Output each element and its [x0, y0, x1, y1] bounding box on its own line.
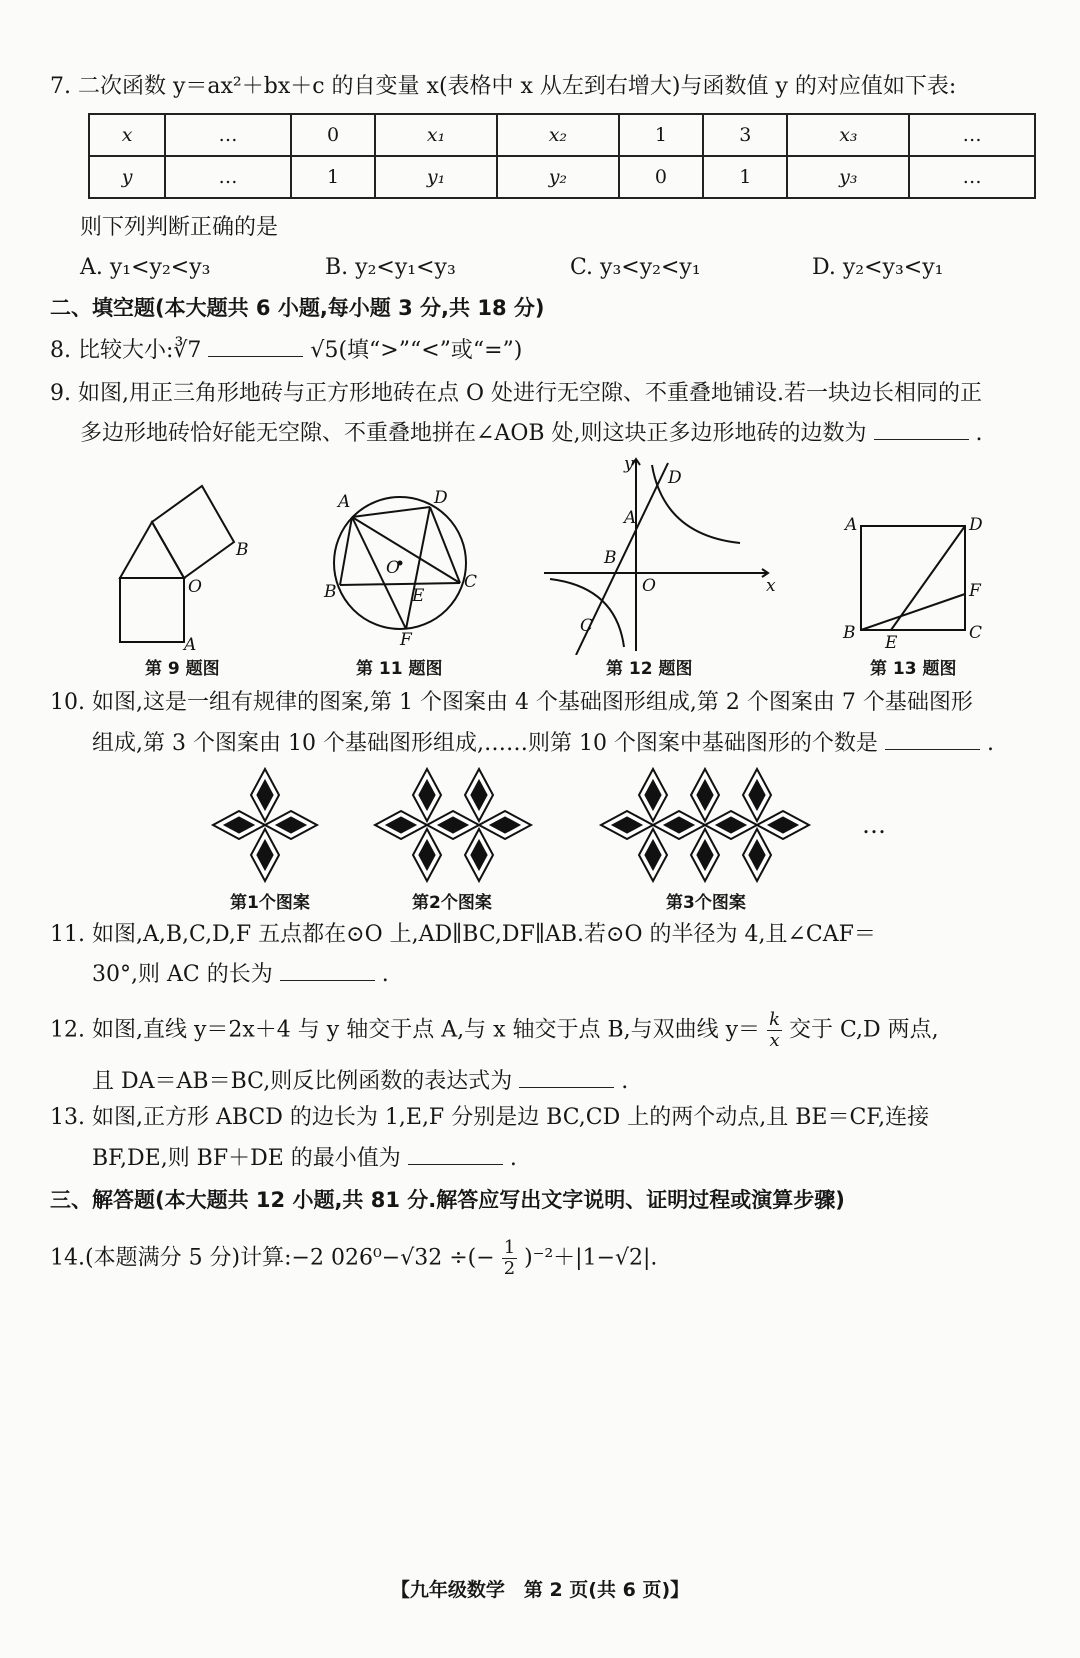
- fig9-triangle: [120, 522, 184, 578]
- table-cell: 1: [703, 156, 787, 198]
- table-cell: 0: [291, 114, 375, 156]
- label-a: A: [338, 492, 351, 512]
- label-b: B: [604, 548, 617, 568]
- q13-line1: 13. 如图,正方形 ABCD 的边长为 1,E,F 分别是边 BC,CD 上的两个动点,且 BE＝CF,连接: [50, 1105, 930, 1130]
- table-cell: 0: [619, 156, 703, 198]
- figure-9: [100, 480, 280, 650]
- table-cell: y₁: [375, 156, 497, 198]
- label-e: E: [412, 586, 425, 606]
- q14-tail: )⁻²＋|1−√2|.: [524, 1245, 658, 1271]
- q7-option-b: B. y₂<y₁<y₃: [325, 255, 456, 280]
- table-cell: x: [89, 114, 165, 156]
- table-cell: …: [165, 156, 291, 198]
- table-cell: …: [909, 114, 1035, 156]
- pattern-2: [372, 765, 547, 885]
- fig11-ab: [340, 517, 352, 585]
- label-c: C: [580, 616, 594, 636]
- label-o: O: [188, 577, 202, 597]
- label-d: D: [668, 468, 682, 488]
- table-cell: y: [89, 156, 165, 198]
- q12-fraction-k-over-x: [767, 1010, 782, 1051]
- label-o: O: [642, 576, 656, 596]
- frac-numerator: k: [769, 1009, 780, 1030]
- q13-answer-blank: [408, 1142, 503, 1165]
- figure-11: [320, 485, 480, 645]
- table-cell: 1: [291, 156, 375, 198]
- q12-line1: [50, 1010, 939, 1051]
- table-cell: y₃: [787, 156, 909, 198]
- q9-answer-blank: [874, 417, 969, 440]
- pattern-1-caption: 第1个图案: [230, 893, 310, 913]
- q7-stem: 7. 二次函数 y＝ax²＋bx＋c 的自变量 x(表格中 x 从左到右增大)与函数值 y 的对应值如下表:: [50, 74, 957, 99]
- label-e: E: [885, 633, 898, 650]
- fig11-bc: [340, 583, 460, 585]
- q13-line2-wrap: [92, 1142, 517, 1174]
- label-o: O: [386, 558, 400, 578]
- table-cell: x₃: [787, 114, 909, 156]
- figure-11-caption: 第 11 题图: [356, 659, 443, 679]
- q7-value-table: [88, 113, 1036, 199]
- pattern-2-caption: 第2个图案: [412, 893, 492, 913]
- pattern-3-caption: 第3个图案: [666, 893, 746, 913]
- table-cell: x₁: [375, 114, 497, 156]
- fig9-square: [120, 578, 184, 642]
- q13-line2: BF,DE,则 BF＋DE 的最小值为: [92, 1146, 401, 1171]
- q7-option-d: D. y₂<y₃<y₁: [812, 255, 944, 280]
- label-b: B: [236, 540, 249, 560]
- table-cell: x₂: [497, 114, 619, 156]
- fig13-square: [861, 526, 965, 630]
- figure-9-caption: 第 9 题图: [145, 659, 220, 679]
- fig12-hyperbola-q1: [652, 465, 740, 543]
- label-c: C: [464, 572, 478, 592]
- fig13-de: [891, 526, 965, 630]
- figure-13: [835, 510, 995, 650]
- q14-fraction: [502, 1238, 517, 1279]
- q12-answer-blank: [519, 1065, 614, 1088]
- figure-13-caption: 第 13 题图: [870, 659, 957, 679]
- q9-line2: 多边形地砖恰好能无空隙、不重叠地拼在∠AOB 处,则这块正多边形地砖的边数为: [80, 421, 867, 446]
- fig11-df: [406, 507, 430, 629]
- pattern-3: [598, 765, 823, 885]
- label-d: D: [434, 488, 448, 508]
- q14: [50, 1238, 657, 1279]
- pattern-ellipsis: …: [862, 811, 886, 839]
- label-b: B: [843, 623, 856, 643]
- q8: [50, 334, 522, 366]
- q10-line1: 10. 如图,这是一组有规律的图案,第 1 个图案由 4 个基础图形组成,第 2 个图案由 7 个基础图形: [50, 690, 973, 715]
- q13-period: .: [509, 1146, 517, 1171]
- q9-line1: 9. 如图,用正三角形地砖与正方形地砖在点 O 处进行无空隙、不重叠地铺设.若一块边长相同的正: [50, 381, 982, 406]
- q10-period: .: [986, 731, 994, 756]
- q7-option-a: A. y₁<y₂<y₃: [80, 255, 211, 280]
- page-footer: 【九年级数学 第 2 页(共 6 页)】: [390, 1579, 690, 1601]
- q11-line2: 30°,则 AC 的长为: [92, 962, 273, 987]
- q8-lead: 8. 比较大小:∛7: [50, 338, 202, 363]
- table-cell: 1: [619, 114, 703, 156]
- label-a: A: [845, 515, 858, 535]
- q8-tail: √5(填“>”“<”或“=”): [310, 338, 523, 363]
- section-2-heading: 二、填空题(本大题共 6 小题,每小题 3 分,共 18 分): [50, 296, 545, 320]
- fig12-hyperbola-q3: [550, 579, 624, 647]
- q8-answer-blank: [208, 334, 303, 357]
- q14-lead: 14.(本题满分 5 分)计算:−2 026⁰−√32 ÷(−: [50, 1245, 495, 1271]
- q9-period: .: [975, 421, 983, 446]
- label-b: B: [324, 582, 337, 602]
- q11-answer-blank: [280, 958, 375, 981]
- label-a: A: [184, 635, 197, 650]
- label-f: F: [400, 630, 412, 645]
- label-a: A: [624, 508, 637, 528]
- q7-option-c: C. y₃<y₂<y₁: [570, 255, 701, 280]
- q12-line1a: 12. 如图,直线 y＝2x＋4 与 y 轴交于点 A,与 x 轴交于点 B,与双曲线 y＝: [50, 1017, 761, 1043]
- q12-line2-wrap: [92, 1065, 628, 1097]
- q10-line2-wrap: [92, 727, 994, 759]
- q10-line2: 组成,第 3 个图案由 10 个基础图形组成,……则第 10 个图案中基础图形的个数是: [92, 731, 878, 756]
- label-c: C: [969, 623, 983, 643]
- section-3-heading: 三、解答题(本大题共 12 小题,共 81 分.解答应写出文字说明、证明过程或演算步骤): [50, 1188, 845, 1212]
- table-row-y: [89, 156, 1035, 198]
- frac-numerator: 1: [503, 1237, 516, 1258]
- fig11-dc: [430, 507, 460, 583]
- table-cell: y₂: [497, 156, 619, 198]
- q12-period: .: [621, 1069, 629, 1094]
- table-cell: 3: [703, 114, 787, 156]
- q7-prompt: 则下列判断正确的是: [80, 215, 279, 240]
- q11-line1: 11. 如图,A,B,C,D,F 五点都在⊙O 上,AD∥BC,DF∥AB.若⊙O 的半径为 4,且∠CAF＝: [50, 922, 876, 947]
- q11-line2-wrap: [92, 958, 389, 990]
- figure-12: [540, 455, 780, 655]
- q12-line1b: 交于 C,D 两点,: [788, 1017, 939, 1043]
- pattern-1: [210, 765, 330, 885]
- frac-denominator: x: [769, 1030, 780, 1051]
- label-y: y: [624, 455, 634, 474]
- q12-line2: 且 DA＝AB＝BC,则反比例函数的表达式为: [92, 1069, 513, 1094]
- label-f: F: [969, 581, 981, 601]
- figure-12-caption: 第 12 题图: [606, 659, 693, 679]
- frac-denominator: 2: [503, 1258, 516, 1279]
- q10-answer-blank: [885, 727, 980, 750]
- q9-line2-wrap: [80, 417, 983, 449]
- label-x: x: [766, 576, 776, 596]
- fig9-square-rotated: [152, 486, 234, 578]
- label-d: D: [969, 515, 983, 535]
- q11-period: .: [381, 962, 389, 987]
- table-cell: …: [909, 156, 1035, 198]
- table-cell: …: [165, 114, 291, 156]
- table-row-x: [89, 114, 1035, 156]
